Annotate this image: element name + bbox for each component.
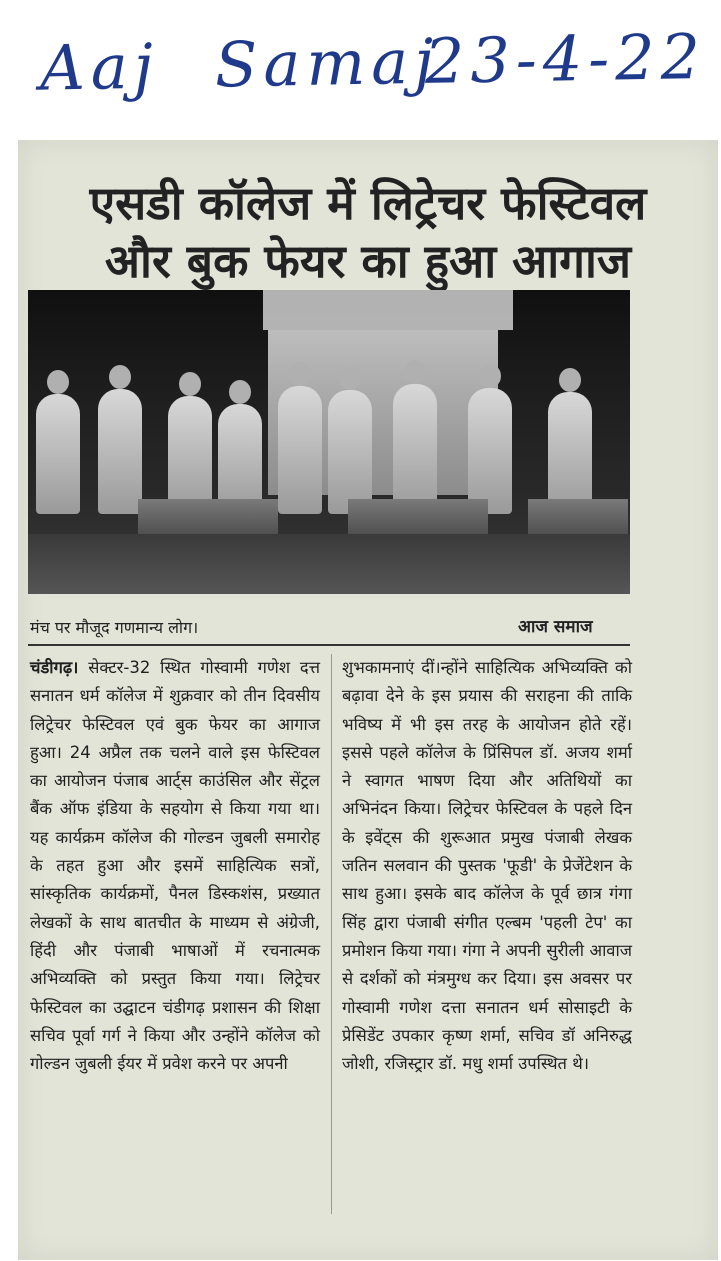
person-figure (328, 390, 372, 514)
article-paragraph-1 (30, 654, 320, 1078)
article-column-1 (30, 654, 320, 1078)
stage-table (528, 499, 628, 539)
person-figure (36, 394, 80, 514)
headline-line-2: और बुक फेयर का हुआ आगाज (104, 234, 632, 288)
dateline: चंडीगढ़। (30, 658, 79, 677)
stage-table (348, 499, 488, 539)
stage-table (138, 499, 278, 539)
stage-banner (263, 290, 513, 330)
photo-credit: आज समाज (518, 617, 593, 637)
person-figure (218, 404, 262, 514)
person-figure (548, 392, 592, 514)
article-column-2 (342, 654, 632, 1078)
event-photo (28, 290, 630, 594)
newspaper-clipping (18, 140, 718, 1260)
person-figure (278, 386, 322, 514)
column-divider (331, 654, 332, 1214)
person-figure (168, 396, 212, 514)
headline (18, 174, 718, 290)
photo-caption: मंच पर मौजूद गणमान्य लोग। (30, 618, 199, 637)
handwritten-date: 23-4-22 (424, 19, 707, 98)
person-figure (98, 389, 142, 514)
handwritten-name: Samaj (214, 24, 440, 102)
person-figure (468, 388, 512, 514)
handwritten-paper: Aaj (39, 29, 160, 105)
handwritten-note (39, 2, 707, 133)
person-figure (393, 384, 437, 514)
headline-line-1: एसडी कॉलेज में लिट्रेचर फेस्टिवल (89, 176, 647, 230)
column-1-text: सेक्टर-32 स्थित गोस्वामी गणेश दत्त सनातन धर्म कॉलेज में शुक्रवार को तीन दिवसीय लिट्रेचर फेस्टिवल एवं बुक फेयर का आगाज हुआ। 24 अप्रैल तक चलने वाले इस फेस्टिवल का आयोजन पंजाब आर्ट्स काउंसिल और सेंट्रल बैंक ऑफ इंडिया के सहयोग से किया गया था। यह कार्यक्रम कॉलेज की गोल्डन जुबली समारोह के तहत हुआ और इसमें साहित्यिक सत्रों, सांस्कृतिक कार्यक्रमों, पैनल डिस्कशंस, प्रख्यात लेखकों के साथ बातचीत के माध्यम से अंग्रेजी, हिंदी और पंजाबी भाषाओं में रचनात्मक अभिव्यक्ति को प्रस्तुत किया गया। लिट्रेचर फेस्टिवल का उद्घाटन चंडीगढ़ प्रशासन की शिक्षा सचिव पूर्वा गर्ग ने किया और उन्होंने कॉलेज को गोल्डन जुबली ईयर में प्रवेश करने पर अपनी (30, 658, 321, 1074)
stage-floor (28, 534, 630, 594)
article-paragraph-2: शुभकामनाएं दीं।न्होंने साहित्यिक अभिव्यक्ति को बढ़ावा देने के इस प्रयास की सराहना की ताकि भविष्य में भी इस तरह के आयोजन होते रहें। इससे पहले कॉलेज के प्रिंसिपल डॉ. अजय शर्मा ने स्वागत भाषण दिया और अतिथियों का अभिनंदन किया। लिट्रेचर फेस्टिवल के पहले दिन के इवेंट्स की शुरूआत प्रमुख पंजाबी लेखक जतिन सलवान की पुस्तक 'फूडी' के प्रेजेंटेशन के साथ हुआ। इसके बाद कॉलेज के पूर्व छात्र गंगा सिंह द्वारा पंजाबी संगीत एल्बम 'पहली टेप' का प्रमोशन किया गया। गंगा ने अपनी सुरीली आवाज से दर्शकों को मंत्रमुग्ध कर दिया। इस अवसर पर गोस्वामी गणेश दत्ता सनातन धर्म सोसाइटी के प्रेसिडेंट उपकार कृष्ण शर्मा, सचिव डॉ अनिरुद्ध जोशी, रजिस्ट्रार डॉ. मधु शर्मा उपस्थित थे। (342, 658, 632, 1074)
caption-rule (28, 644, 630, 646)
